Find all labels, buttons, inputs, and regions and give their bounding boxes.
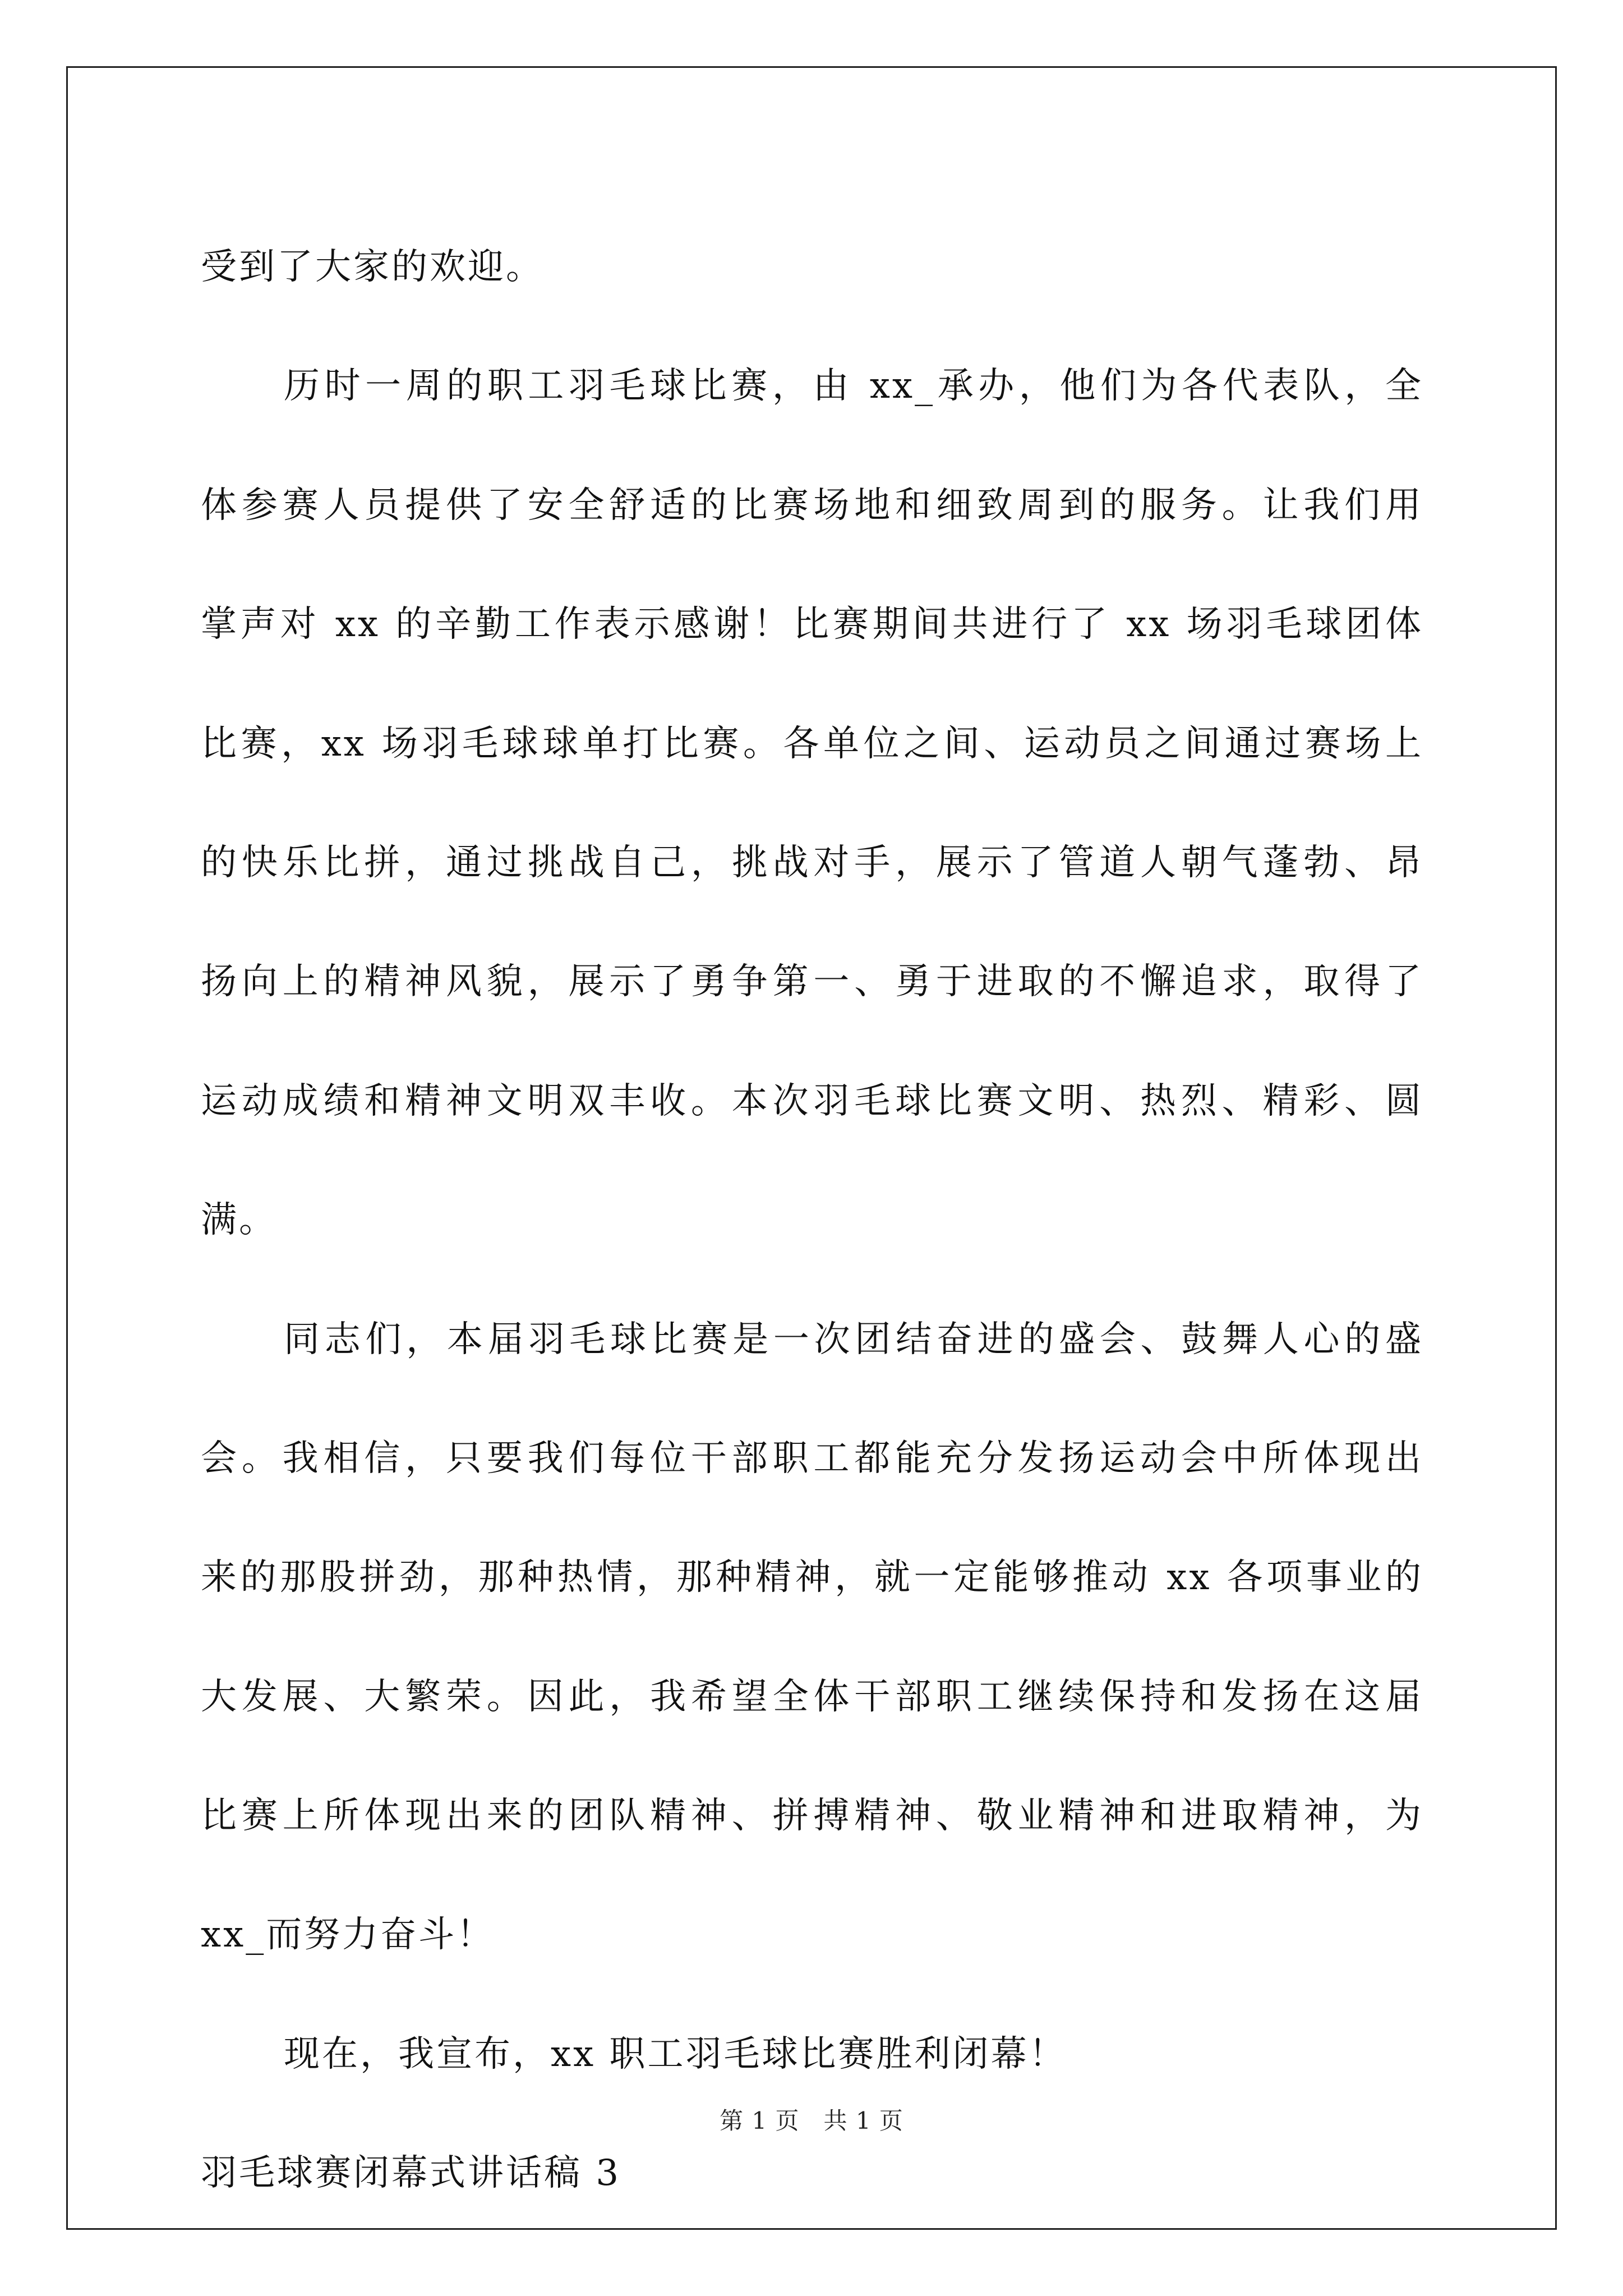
text-line: 受到了大家的欢迎。 (201, 246, 544, 288)
document-body (201, 208, 1423, 2233)
paragraph-start-line: 历时一周的职工羽毛球比赛，由 xx_承办，他们为各代表队，全 (284, 365, 1423, 407)
text-line: 比赛，xx 场羽毛球球单打比赛。各单位之间、运动员之间通过赛场上 (201, 723, 1423, 765)
text-line: 大发展、大繁荣。因此，我希望全体干部职工继续保持和发扬在这届 (201, 1676, 1423, 1718)
page-footer: 第 1 页 共 1 页 (720, 2107, 903, 2134)
paragraph-start-line: 现在，我宣布，xx 职工羽毛球比赛胜利闭幕！ (284, 2033, 1067, 2075)
paragraph-start-line: 同志们，本届羽毛球比赛是一次团结奋进的盛会、鼓舞人心的盛 (284, 1318, 1423, 1360)
text-line: 扬向上的精神风貌，展示了勇争第一、勇于进取的不懈追求，取得了 (201, 961, 1423, 1003)
text-line: 的快乐比拼，通过挑战自己，挑战对手，展示了管道人朝气蓬勃、昂 (201, 841, 1423, 884)
text-line: 比赛上所体现出来的团队精神、拼搏精神、敬业精神和进取精神，为 (201, 1795, 1423, 1837)
text-line: 来的那股拼劲，那种热情，那种精神，就一定能够推动 xx 各项事业的 (201, 1557, 1423, 1599)
text-line: 满。 (201, 1199, 277, 1241)
text-line: 掌声对 xx 的辛勤工作表示感谢！比赛期间共进行了 xx 场羽毛球团体 (201, 604, 1423, 646)
text-line: xx_而努力奋斗！ (201, 1914, 495, 1956)
text-line: 体参赛人员提供了安全舒适的比赛场地和细致周到的服务。让我们用 (201, 484, 1423, 526)
section-heading: 羽毛球赛闭幕式讲话稿 3 (201, 2152, 621, 2194)
text-line: 运动成绩和精神文明双丰收。本次羽毛球比赛文明、热烈、精彩、圆 (201, 1080, 1423, 1122)
text-line: 会。我相信，只要我们每位干部职工都能充分发扬运动会中所体现出 (201, 1437, 1423, 1479)
